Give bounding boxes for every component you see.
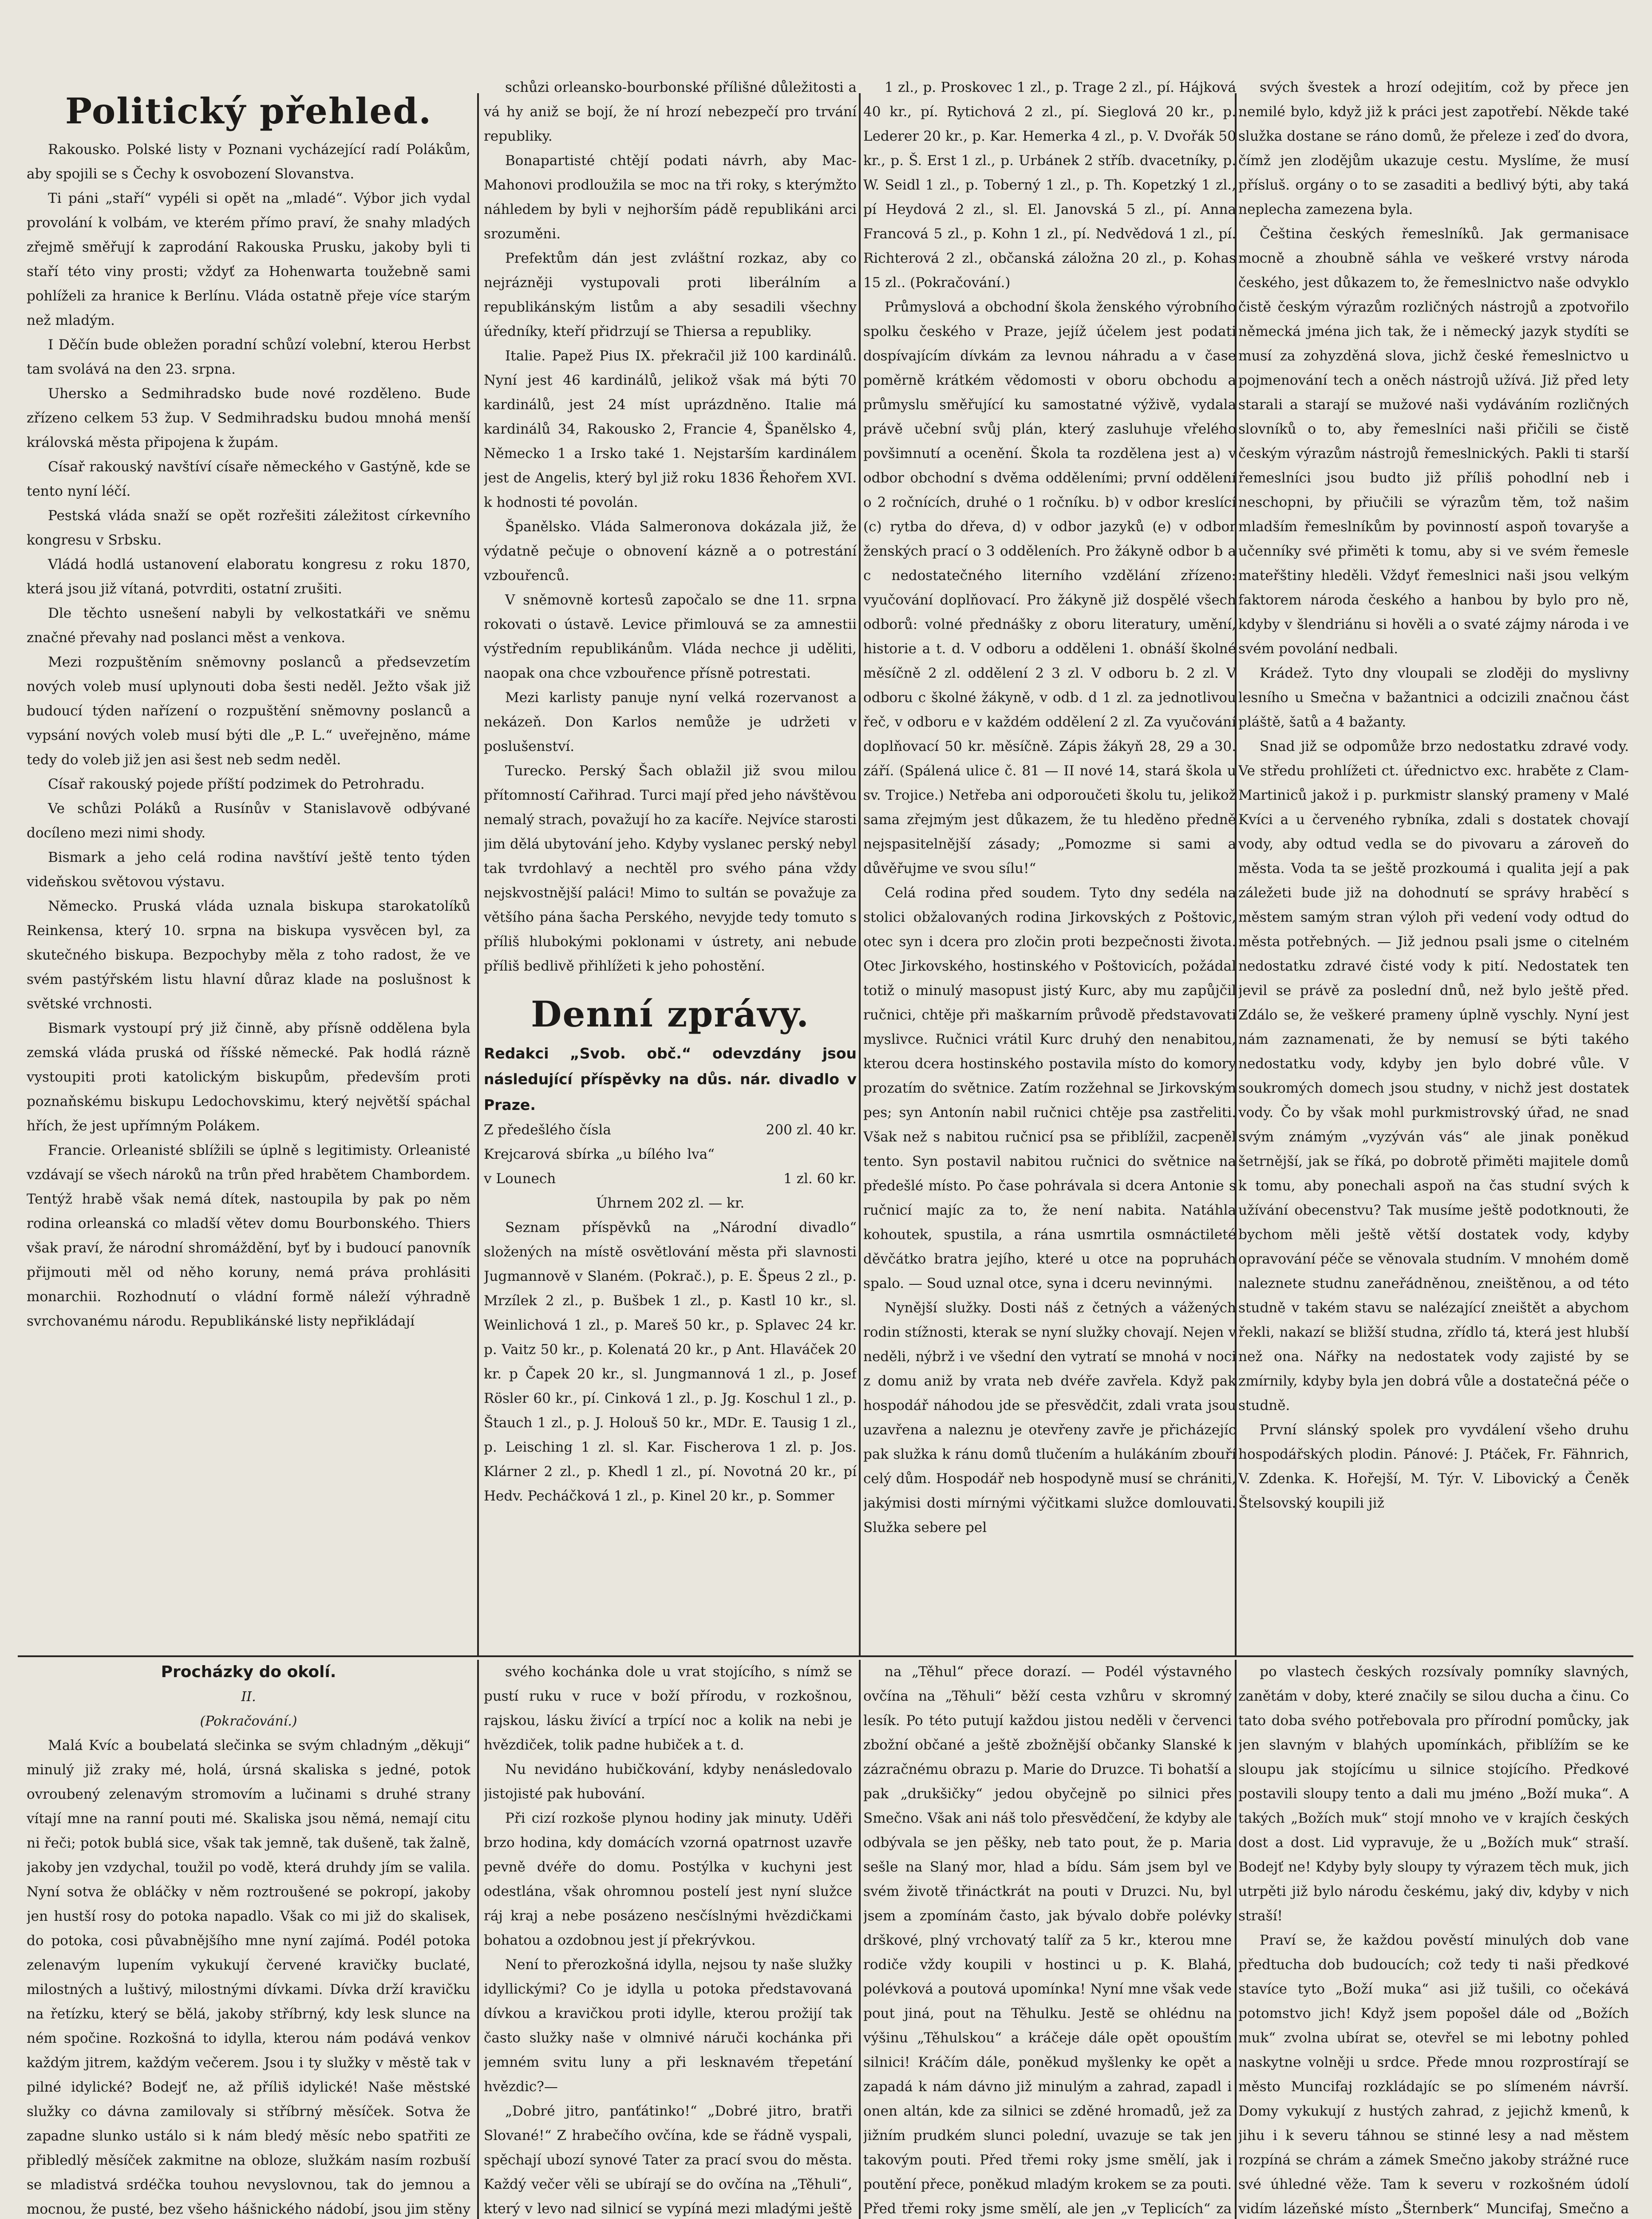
paragraph: Při cizí rozkoše plynou hodiny jak minuty. Uděři brzo hodina, kdy domácích vzorná opatrnost uzavře pevně dvéře do domu. Postýlka v kuchyni jest odestlána, však ohromnou postelí jest nyní služce ráj kraj a nebe posázeno nesčíslnými hvězdičkami bohatou a ozdobnou jest jí překrývkou.	[484, 1810, 852, 1948]
paragraph: Vládá hodlá ustanovení elaboratu kongresu z roku 1870, která jsou již vítaná, potvrditi, ostatní zrušiti.	[27, 557, 470, 597]
column-political-review	[27, 75, 470, 1620]
feuilleton-part: II.	[241, 1689, 256, 1705]
paragraph: Bonapartisté chtějí podati návrh, aby Mac-Mahonovi prodloužila se moc na tři roky, s kterýmžto náhledem by byli v nejhorším pádě republikáni arci srozuměni.	[484, 153, 857, 242]
paragraph: na „Těhul“ přece dorazí. — Podél výstavného ovčína na „Těhuli“ běží cesta vzhůru v skromný lesík. Po této putují každou jistou neděli v červenci zbožní občané a ještě zbožnější občanky Slanské k zázračnému obrazu p. Marie do Druzce. Ti bohatší a pak „drukšičky“ jedou obyčejně po silnici přes Smečno. Však ani náš tolo přesvědčení, že kdyby ale odbývala se jen pěšky, neb tato pout, že p. Maria sešle na Slaný mor, hlad a bídu. Sám jsem byl ve svém životě třináctkrát na pouti v Druzci. Nu, byl jsem a zpomínám často, jak bývalo dobře polévky drškové, plný vrchovatý talíř za 5 kr., kterou mne rodiče vždy koupili v hostinci u p. K. Blahá, polévková a poutová upomínka! Nyní mne však vede pout jiná, pout na Těhulku. Jestě se ohlédnu na výšinu „Těhulskou“ a kráčeje dále opět opouštím silnici! Kráčím dále, poněkud myšlenky ke opět a zapadá k nám dávno již minulým a zahrad, zapadl i onen altán, kde za silnici se zděné hromadů, jež za jižním prudkém slunci polední, uvazuje se tak jen takovým pouti. Před třemi roky jsme smělí, jak i poutění přece, poněkud mladým krokem se za pouti. Před třemi roky jsme smělí, ale jen „v Teplicích“ za	[863, 1664, 1232, 2217]
column-rule	[477, 1660, 479, 2219]
paragraph: Čeština českých řemeslníků. Jak germanisace mocně a zhoubně sáhla ve veškeré vrstvy národa českého, jest důkazem to, že řemeslnictvo naše odvyklo čistě českým výrazům rozličných nástrojů a zpotvořilo německá jména jich tak, že i německý jazyk stydíti se musí za zohyzděná slova, jichž české řemeslnictvo u pojmenování tech a oněch nástrojů užívá. Již před lety starali a starají se mužové naši vydáváním rozličných slovníků o to, aby řemeslníci naši přičili se čistě českým výrazům nástrojů řemeslnických. Pakli ti starší řemeslníci jsou budto již příliš pohodlní neb i neschopni, by přiučili se výrazům těm, tož našim mladším řemeslníkům by povinností aspoň tovaryše a učenníky své přiměti k tomu, aby si ve svém řemesle mateřštiny hleděli. Vždyť řemeslnici naši jsou velkým faktorem národa českého a hanbou by bylo pro ně, kdyby v šlendriánu si hověli a o svaté zájmy národa i ve svém povolání nedbali.	[1238, 226, 1629, 657]
feuilleton-column-2	[484, 1660, 852, 2219]
donation-total: Úhrnem 202 zl. — kr.	[596, 1195, 745, 1211]
paragraph: po vlastech českých rozsívaly pomníky slavných, zanětám v doby, které značily se silou ducha a činu. Co tato doba svého potřebovala pro přírodní pomůcky, jak jen slavným v blahých upomínkách, přiblížím se ke sloupu jak stojícímu u silnice stojícího. Předkové postavili sloupy tento a dali mu jméno „Boží muka“. A takých „Božích muk“ stojí mnoho ve v krajích českých dost a dost. Lid vypravuje, že u „Božích muk“ straší. Bodejť ne! Kdyby byly sloupy ty výrazem těch muk, jich utrpěti již bylo národu českému, jaký div, kdyby v nich straší!	[1238, 1664, 1629, 1924]
paragraph: svých švestek a hrozí odejitím, což by přece jen nemilé bylo, když již k práci jest zapotřebí. Někde také služka dostane se ráno domů, že přeleze i zeď do dvora, čímž jen zlodějům ukazuje cestu. Myslíme, že musí přísluš. orgány o to se zasaditi a bedlivý býti, aby taká neplecha zamezena byla.	[1238, 79, 1629, 217]
paragraph: Rakousko. Polské listy v Poznani vycházející radí Polákům, aby spojili se s Čechy k osvobození Slovanstva.	[27, 142, 470, 182]
paragraph: Není to přerozkošná idylla, nejsou ty naše služky idyllickými? Co je idylla u potoka představovaná dívkou a kravičkou proti idylle, kterou prožijí tak často služky naše v olmnivé náruči kochánka při jemném svitu luny a při lesknavém třepetání hvězdic?—	[484, 1957, 852, 2095]
section-divider	[18, 1655, 1633, 1657]
column-foreign-news	[484, 75, 857, 1620]
paragraph: Malá Kvíc a boubelatá slečinka se svým chladným „děkuji“ minulý již zraky mé, holá, úrsná skaliska s jedné, potok ovroubený zelenavým stromovím a lučinami s druhé strany vítají mne na ranní pouti mé. Skaliska jsou němá, nemají citu ni řeči; potok bublá sice, však tak jemně, tak dušeně, tak žalně, jakoby jen vzdychal, toužil po vodě, která druhdy jím se valila. Nyní sotva že obláčky v něm roztroušené se pokropí, jakoby jen hustší rosy do potoka napadlo. Však co mi již do skalisek, do potoka, cosi půvabnějšího mne nyní zajímá. Podél potoka zelenavým lupením vykukují červené kravičky buclaté, milostných a luštivý, milostnými dívkami. Dívka drží kravičku na řetízku, který se bělá, jakoby stříbrný, kdy lesk slunce na ném spočine. Rozkošná to idylla, kterou nám podává venkov každým jitrem, každým večerem. Jsou i ty služky v městě tak v pilné idylické? Bodejť ne, až příliš idylické! Naše městské služky co dávna zamilovaly si stříbrný měsíček. Sotva že zapadne slunko ustálo si k nám bledý měsíc nebo spatřiti ze přibledlý měsíček zakmitne na obloze, služkám nasím rozbuší se mladistvá srdéčka touhou nevyslovnou, tak do jemnou a mocnou, že pusté, bez všeho hášnického nádobí, jsou jim stěny	[27, 1737, 470, 2217]
column-rule	[859, 93, 861, 1655]
column-rule	[477, 93, 479, 1655]
paragraph: Ve schůzi Poláků a Rusínův v Stanislavově odbývané docíleno mezi nimi shody.	[27, 801, 470, 841]
donation-label: Z předešlého čísla	[484, 1122, 611, 1138]
section-title: Politický přehled.	[65, 90, 432, 132]
daily-news-title: Denní zprávy.	[531, 993, 810, 1035]
feuilleton-column-1	[27, 1660, 470, 2219]
donation-announcement: Redakci „Svob. obč.“ odevzdány jsou následující příspěvky na důs. nár. divadlo v Praze.	[484, 1045, 857, 1113]
paragraph: Italie. Papež Pius IX. překračil již 100 kardinálů. Nyní jest 46 kardinálů, jelikož však má býti 70 kardinálů, jest 24 míst uprázdněno. Italie má kardinálů 34, Rakousko 2, Francie 4, Španělsko 4, Německo 1 a Irsko také 1. Nejstarším kardinálem jest de Angelis, který byl již roku 1836 Řehořem XVI. k hodnosti té povolán.	[484, 348, 857, 510]
donation-label: Krejcarová sbírka „u bílého lva“ v Lounech	[484, 1146, 715, 1187]
paragraph: Celá rodina před soudem. Tyto dny sedéla na stolici obžalovaných rodina Jirkovských z Poštovic, otec syn i dcera pro zločin proti bezpečnosti života. Otec Jirkovského, hostinského v Poštovicích, požádal totiž o minulý masopust jistý Kurc, aby mu zapůjčil ručnici, chtěje při maškarním průvodě představovati myslivce. Ručnici vrátil Kurc druhý den nenabitou, kterou dcera hostinského postavila místo do komory prozatím do světnice. Zatím rozžehnal se Jirkovským pes; syn Antonín nabil ručnici chtěje psa zastřeliti. Však než s nabitou ručnicí psa se přiblížil, zacpeněl tento. Syn postavil nabitou ručnici do světnice na předešlé místo. Po čase pohrávala si dcera Antonie s ručnicí majíc za to, že není nabita. Natáhla kohoutek, spustila, a rána usmrtila osmnáctileté děvčátko bratra jejího, které u otce na popruhách spalo. — Soud uznal otce, syna i dceru nevinnými.	[863, 885, 1236, 1291]
donation-row	[484, 1142, 857, 1191]
paragraph: První slánský spolek pro vyvdálení všeho druhu hospodářských plodin. Pánové: J. Ptáček, Fr. Fähnrich, V. Zdenka. K. Hořejší, M. Týr. V. Libovický a Čeněk Štelsovský koupili již	[1238, 1422, 1629, 1511]
paragraph: „Dobré jitro, panťátinko!“ „Dobré jitro, bratři Slované!“ Z hrabečího ovčína, kde se řádně vyspali, spěchají ubozí synové Tater za prací svou do města. Každý večer věli se ubírají se do ovčína na „Těhuli“, který v levo nad silnicí se vypíná mezi mladými ještě	[484, 2103, 852, 2217]
paragraph: Císař rakouský pojede příští podzimek do Petrohradu.	[48, 776, 425, 792]
paragraph: Nu nevidáno hubičkování, kdyby nenásledovalo jistojisté pak hubování.	[484, 1761, 852, 1802]
column-local-news-continued	[1238, 75, 1629, 1620]
paragraph: Uhersko a Sedmihradsko bude nové rozděleno. Bude zřízeno celkem 53 žup. V Sedmihradsku budou mnohá menší královská města připojena k župám.	[27, 386, 470, 450]
column-rule	[1235, 1660, 1237, 2219]
paragraph: Praví se, že každou pověstí minulých dob vane předtucha dob budoucích; což tedy ti naši předkové stavíce tyto „Boží muka“ asi již tušili, co očekává potomstvo jich! Když jsem popošel dále od „Božích muk“ zvolna ubírat se, otevřel se mi lebotny pohled naskytne volněji u srdce. Přede mnou rozprostírají se město Muncifaj rozkládajíc se po slímeném návrší. Domy vykukují z hustých zahrad, z jejichž kmenů, k jihu i k severu táhnou se stinné lesy a nad městem rozpíná se chrám a zámek Smečno jakoby strážné ruce své úhledné věže. Tam k severu v rozkošném údolí vidím lázeňské místo „Šternberk“ Muncifaj, Smečno a	[1238, 1932, 1629, 2217]
paragraph: Německo. Pruská vláda uznala biskupa starokatolíků Reinkensa, který 10. srpna na biskupa vysvěcen byl, za skutečného biskupa. Bezpochyby měla z toho radost, že ve svém pastýřském listu hlavní důraz klade na poslušnost k světské vrchnosti.	[27, 898, 470, 1012]
paragraph: Krádež. Tyto dny vloupali se zloději do myslivny lesního u Smečna v bažantnici a odcizili značnou část pláště, šatů a 4 bažanty.	[1238, 665, 1629, 730]
paragraph: Ti páni „staří“ vypéli si opět na „mladé“. Výbor jich vydal provolání k volbám, ve kterém přímo praví, že snahy mladých zřejmě směřují k zaprodání Rakouska Prusku, jakoby byli ti staří této viny prosti; vždyť za Hohenwarta toužebně sami pohlíželi za hranice k Berlínu. Vláda ostatně přeje více starým než mladým.	[27, 190, 470, 328]
feuilleton-column-3	[863, 1660, 1232, 2219]
paragraph: Bismark vystoupí prý již činně, aby přísně oddělena byla zemská vláda pruská od říšské německé. Pak hodlá rázně vystoupiti proti katolickým biskupům, především proti poznaňskému biskupu Ledochovskimu, který největší spáchal hřích, že jest upřímným Polákem.	[27, 1020, 470, 1134]
paragraph: Španělsko. Vláda Salmeronova dokázala již, že výdatně pečuje o obnovení kázně a o potrestání vzbouřenců.	[484, 519, 857, 584]
paragraph: Snad již se odpomůže brzo nedostatku zdravé vody. Ve středu prohlížeti ct. úřednictvo exc. hraběte z Clam-Martiniců jakož i p. purkmistr slanský prameny v Malé Kvíci a u červeného rybníka, zdali s dostatek chovají vody, aby odtud vedla se do pivovaru a zároveň do města. Voda ta se ještě prozkoumá i qualita její a pak záležeti bude již na dohodnutí se správy hraběcí s městem samým stran výloh při vedení vody odtud do města potřebných. — Již jednou psali jsme o citelném nedostatku zdravé čisté vody k pití. Nedostatek ten jevil se právě za poslední dnů, než bylo ještě před. Zdálo se, že veškeré prameny úplně vyschly. Nyní jest nám zaznamenati, že by nemusí se býti takého nedostatku vody, kdyby jen bylo dobré vůle. V soukromých domech jsou studny, v nichž jest dostatek vody. Čo by však mohl purkmistrovský úřad, ne snad svým známým „vyzýván vás“ ale jinak poněkud šetrnější, jak se říká, po dobrotě přiměti majitele domů k tomu, aby ponechali aspoň na čas studní svých k užívání obecenstvu? Tak musíme ještě podotknouti, že bychom měli ještě větší dostatek vody, kdyby opravování péče se věnovala studním. V mnohém domě naleznete studnu zaneřádněnou, zneištěnou, a od této studně v takém stavu se nalézající zneištět a abychom řekli, nakazí se bližší studna, zřídlo tá, která jest hlubší než ona. Nářky na nedostatek vody zajisté by se zmírnily, kdyby byla jen dobrá vůle a dostatečná péče o studně.	[1238, 738, 1629, 1414]
paragraph: schůzi orleansko-bourbonské přílišné důležitosti a vá hy aniž se bojí, že ní hrozí nebezpečí pro trvání republiky.	[484, 79, 857, 144]
paragraph: Průmyslová a obchodní škola ženského výrobního spolku českého v Praze, jejíž účelem jest podati dospívajícím dívkám za levnou náhradu a v čase poměrně krátkém vědomosti v oboru obchodu a průmyslu směřující ku samostatné výživě, vydala právě učební svůj plán, který zasluhuje vřelého povšimnutí a ocenění. Škola ta rozdělena jest a) v odbor obchodní s dvěma odděleními; první oddělení o 2 ročnících, druhé o 1 ročníku. b) v odbor kreslící (c) rytba do dřeva, d) v odbor jazyků (e) v odbor ženských prací o 3 odděleních. Pro žákyně odbor b a c nedostatečného literního vzdělání zřízeno: vyučování doplňovací. Pro žákyně již dospělé všech odborů: volné přednášky z oboru literatury, umění, historie a t. d. V odboru a odděleni 1. obnáší školné měsíčně 2 zl. oddělení 2 3 zl. V odboru b. 2 zl. V odboru c školné žákyně, v odb. d 1 zl. za jednotlivou řeč, v odboru e v každém oddělení 2 zl. Za vyučování doplňovací 50 kr. měsíčně. Zápis žákyň 28, 29 a 30. září. (Spálená ulice č. 81 — II nové 14, stará škola u sv. Trojice.) Netřeba ani odporoučeti školu tu, jelikož sama zřejmým jest důkazem, že tu hleděno předně nejspasitelnější zásady; „Pomozme si sami a důvěřujme ve svou sílu!“	[863, 299, 1236, 877]
donation-amount: 200 zl. 40 kr.	[766, 1122, 857, 1138]
paragraph: Pestská vláda snaží se opět rozřešiti záležitost církevního kongresu v Srbsku.	[27, 508, 470, 548]
donation-amount: 1 zl. 60 kr.	[783, 1171, 857, 1187]
paragraph: I Děčín bude obležen poradní schůzí volební, kterou Herbst tam svolává na den 23. srpna.	[27, 337, 470, 377]
paragraph: Turecko. Perský Šach oblažil již svou milou přítomností Cařihrad. Turci mají před jeho návštěvou nemalý strach, považují ho za kacíře. Nejvíce starosti jim dělá ubytování jeho. Kdyby vyslanec perský nebyl tak tvrdohlavý a nechtěl pro svého pána vždy nejskvostnější paláci! Mimo to sultán se považuje za většího pána šacha Perského, nevyjde tedy tomuto s příliš hlubokými poklonami v ústrety, ani nebude příliš bedlivě přihlížeti k jeho pohostění.	[484, 763, 857, 974]
paragraph: Seznam příspěvků na „Národní divadlo“ složených na místě osvětlování města při slavnosti Jugmannově v Slaném. (Pokrač.), p. E. Špeus 2 zl., p. Mrzílek 2 zl., p. Bušbek 1 zl., p. Kastl 10 kr., sl. Weinlichová 1 zl., p. Mareš 50 kr., p. Splavec 24 kr. p. Vaitz 50 kr., p. Kolenatá 20 kr., p Ant. Hlaváček 20 kr. p Čapek 20 kr., sl. Jungmannová 1 zl., p. Josef Rösler 60 kr., pí. Cinková 1 zl., p. Jg. Koschul 1 zl., p. Štauch 1 zl., p. J. Holouš 50 kr., MDr. E. Tausig 1 zl., p. Leisching 1 zl. sl. Kar. Fischerova 1 zl. p. Jos. Klárner 2 zl., p. Khedl 1 zl., pí. Novotná 20 kr., pí Hedv. Pecháčková 1 zl., p. Kinel 20 kr., p. Sommer	[484, 1220, 857, 1504]
paragraph: Francie. Orleanisté sblížili se úplně s legitimisty. Orleanisté vzdávají se všech nároků na trůn před hrabětem Chambordem. Tentýž hrabě však nemá dítek, nastoupila by pak po něm rodina orleanská co mladší větev domu Bourbonského. Thiers však praví, že národní shromáždění, byť by i budoucí panovník přijmouti měl od něho koruny, nemá práva prohlásiti monarchii. Rozhodnutí o vládní formě náleží výhradně svrchovanému národu. Republikánské listy nepřikládají	[27, 1142, 470, 1329]
feuilleton-title: Procházky do okolí.	[161, 1663, 336, 1681]
column-rule	[859, 1660, 861, 2219]
continuation-note: (Pokračování.)	[200, 1714, 297, 1729]
paragraph: Prefektům dán jest zvláštní rozkaz, aby co nejrázněji vystupovali proti liberálním a republikánským listům a aby sesadili všechny úředníky, kteří přidrzují se Thiersa a republiky.	[484, 250, 857, 340]
paragraph: Mezi rozpuštěním sněmovny poslanců a předsevzetím nových voleb musí uplynouti doba šesti neděl. Ježto však již budoucí týden nařízení o rozpuštění sněmovny poslanců a vypsání nových voleb musí býti dle „P. L.“ uveřejněno, máme tedy do voleb již jen asi šest neb sedm neděl.	[27, 654, 470, 768]
column-local-news	[863, 75, 1236, 1620]
feuilleton-column-4	[1238, 1660, 1629, 2219]
paragraph: 1 zl., p. Proskovec 1 zl., p. Trage 2 zl., pí. Hájková 40 kr., pí. Rytichová 2 zl., pí. Sieglová 20 kr., p. Lederer 20 kr., p. Kar. Hemerka 4 zl., p. V. Dvořák 50 kr., p. Š. Erst 1 zl., p. Urbánek 2 stříb. dvacetníky, p. W. Seidl 1 zl., p. Toberný 1 zl., p. Th. Kopetzký 1 zl., pí Heydová 2 zl., sl. El. Janovská 5 zl., pí. Anna Francová 5 zl., p. Kohn 1 zl., pí. Nedvědová 1 zl., pí. Richterová 2 zl., občanská záložna 20 zl., p. Kohas 15 zl.. (Pokračování.)	[863, 79, 1236, 291]
paragraph: Nynější služky. Dosti náš z četných a vážených rodin stížnosti, kterak se nyní služky chovají. Nejen v neděli, nýbrž i ve všední den vytratí se mnohá v noci z domu aniž by vrata neb dvéře zavřela. Když pak hospodář náhodou jde se přesvědčit, zdali vrata jsou uzavřena a naleznu je otevřeny zavře je přicházejíc pak služka k ránu domů tlučením a hulákáním zbouří celý dům. Hospodář neb hospodyně musí se chrániti, jakýmisi dosti mírnými výčitkami služce domlouvati. Služka sebere pel	[863, 1300, 1236, 1536]
paragraph: Mezi karlisty panuje nyní velká rozervanost a nekázeň. Don Karlos nemůže je udržeti v poslušenství.	[484, 690, 857, 754]
paragraph: Císař rakouský navštíví císaře německého v Gastýně, kde se tento nyní léčí.	[27, 459, 470, 499]
paragraph: V sněmovně kortesů započalo se dne 11. srpna rokovati o ústavě. Levice přimlouvá se za amnestii výstředním republikánům. Vláda nechce ji uděliti, naopak ona chce vzbouřence přísně potrestati.	[484, 592, 857, 681]
paragraph: Dle těchto usnešení nabyli by velkostatkáři ve sněmu značné převahy nad poslanci měst a venkova.	[27, 605, 470, 646]
paragraph: Bismark a jeho celá rodina navštíví ještě tento týden videňskou světovou výstavu.	[27, 849, 470, 890]
donation-row	[484, 1118, 857, 1142]
paragraph: svého kochánka dole u vrat stojícího, s nímž se pustí ruku v ruce v boží přírodu, v rozkošnou, rajskou, lásku živící a trpící noc a kolik na nebi je hvězdiček, tolik padne hubiček a t. d.	[484, 1664, 852, 1753]
